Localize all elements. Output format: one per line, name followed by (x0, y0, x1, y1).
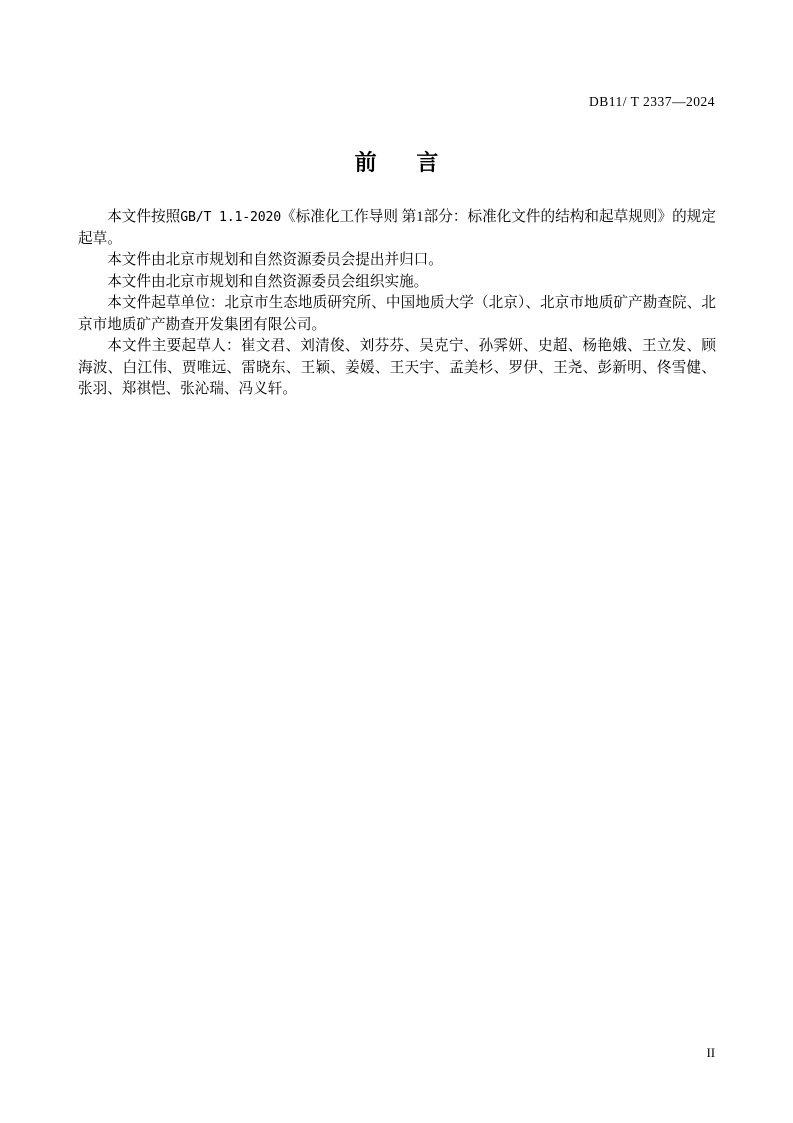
paragraph-drafting-rules (78, 207, 716, 250)
paragraph-main-drafters: 本文件主要起草人：崔文君、刘清俊、刘芬芬、吴克宁、孙霁妍、史超、杨艳娥、王立发、顾海波、白江伟、贾唯远、雷晓东、王颖、姜媛、王天宇、孟美杉、罗伊、王尧、彭新明、佟雪健、张羽、郑祺恺、张沁瑞、冯义轩。 (78, 338, 716, 397)
paragraph-drafting-organizations: 本文件起草单位：北京市生态地质研究所、中国地质大学（北京）、北京市地质矿产勘查院、北京市地质矿产勘查开发集团有限公司。 (78, 295, 716, 333)
paragraph-text-prefix: 本文件按照 (107, 209, 181, 225)
paragraph-proposing-body: 本文件由北京市规划和自然资源委员会提出并归口。 (107, 252, 443, 268)
page-number: II (706, 1046, 715, 1060)
page-title: 前 言 (354, 151, 455, 176)
foreword-body (78, 207, 716, 401)
paragraph-text-suffix: 《标准化工作导则 第1部分：标准化文件的结构和起草规则》的规定起草。 (78, 209, 716, 247)
page-header-standard-code: DB11/ T 2337—2024 (588, 94, 715, 109)
paragraph-implementing-body: 本文件由北京市规划和自然资源委员会组织实施。 (107, 273, 429, 290)
standard-reference-code: GB/T 1.1-2020 (180, 210, 281, 225)
